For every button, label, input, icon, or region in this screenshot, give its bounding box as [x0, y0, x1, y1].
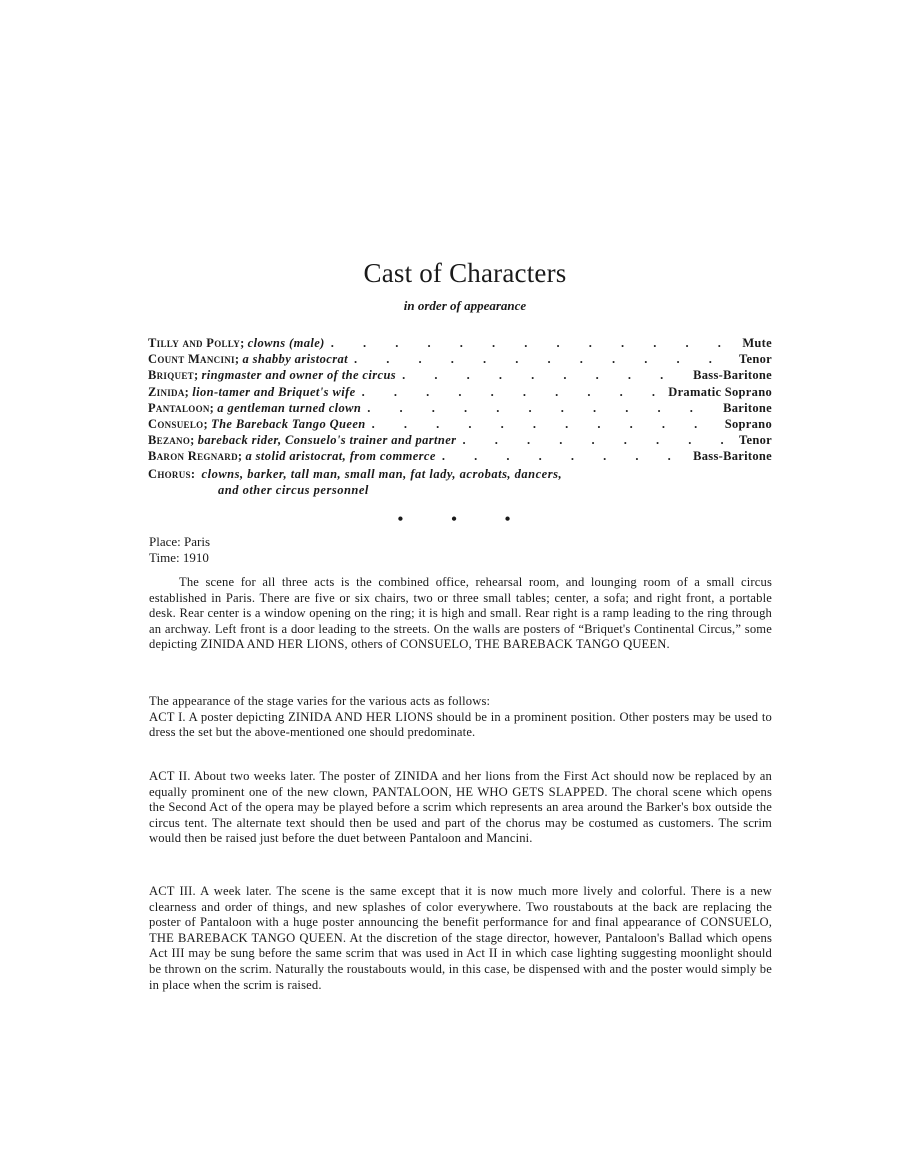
cast-row-briquet	[148, 368, 772, 384]
page-title: Cast of Characters	[363, 258, 567, 288]
place-line: Place: Paris	[149, 534, 211, 549]
cast-row-regnard	[148, 449, 772, 465]
dot-leader	[361, 401, 719, 416]
character-name: Pantaloon;	[148, 400, 215, 415]
voice-type: Dramatic Soprano	[668, 384, 772, 399]
character-name: Bezano;	[148, 433, 195, 448]
character-name: Baron Regnard;	[148, 449, 243, 464]
varies-paragraph: The appearance of the stage varies for the various acts as follows:	[149, 694, 491, 708]
time-line: Time: 1910	[149, 549, 209, 565]
voice-type: Baritone	[723, 400, 772, 415]
character-description: a shabby aristocrat	[242, 352, 348, 367]
character-description: bareback rider, Consuelo's trainer and partner	[197, 433, 457, 448]
character-name: Chorus:	[148, 466, 196, 481]
cast-row-chorus	[148, 466, 772, 499]
character-description: clowns (male)	[247, 336, 325, 350]
dot-leader	[456, 433, 735, 448]
scene-description	[149, 575, 772, 653]
cast-row-mancini	[148, 352, 772, 368]
dot-leader	[436, 449, 689, 464]
character-description: The Bareback Tango Queen	[211, 416, 366, 431]
character-description: lion-tamer and Briquet's wife	[192, 384, 356, 399]
character-description: a gentleman turned clown	[217, 400, 362, 415]
cast-list	[148, 336, 772, 498]
character-name: Zinida;	[148, 384, 190, 399]
act-three-section	[149, 884, 772, 993]
cast-row-zinida	[148, 385, 772, 401]
character-name: Count Mancini;	[148, 352, 240, 367]
character-name: Consuelo;	[148, 416, 208, 431]
character-name: Tilly and Polly;	[148, 336, 245, 350]
character-description: ringmaster and owner of the circus	[201, 368, 397, 383]
character-description-continued: and other circus personnel	[218, 482, 369, 497]
voice-type: Soprano	[724, 416, 772, 431]
page-subtitle: in order of appearance	[403, 298, 527, 313]
act-one-paragraph: ACT I. A poster depicting ZINIDA AND HER LIONS should be in a prominent position. Other posters may be used to dress the set but the above-mentioned one should predominate.	[149, 709, 772, 740]
dot-leader	[396, 368, 689, 383]
voice-type: Bass-Baritone	[693, 449, 772, 464]
dot-leader	[356, 385, 665, 400]
character-description: clowns, barker, tall man, small man, fat lady, acrobats, dancers,	[201, 466, 563, 481]
act-one-section	[149, 694, 772, 741]
voice-type: Tenor	[739, 352, 772, 367]
section-separator: • • •	[397, 511, 533, 528]
voice-type: Bass-Baritone	[693, 368, 772, 383]
cast-row-pantaloon	[148, 401, 772, 417]
act-three-paragraph: ACT III. A week later. The scene is the same except that it is now much more lively and colorful. There is a new clearness and order of things, and new splashes of color everywhere. Two roustabouts at the back are replacing the poster of Pantaloon with a huge poster announcing the benefit performance for and final appearance of CONSUELO, THE BAREBACK TANGO QUEEN. At the discretion of the stage director, however, Pantaloon's Ballad which opens Act III may be sung before the same scrim that was used in Act II in which case lighting suggesting moonlight should be thrown on the scrim. Naturally the roustabouts would, in this case, be dispensed with and the poster would simply be in place when the scrim is raised.	[149, 884, 772, 992]
scene-paragraph: The scene for all three acts is the combined office, rehearsal room, and lounging room of a small circus established in Paris. There are five or six chairs, two or three small tables; center, a sofa; and right front, a portable desk. Rear center is a window opening on the ring; it is high and small. Rear right is a ramp leading to the ring through an archway. Left front is a door leading to the streets. On the walls are posters of “Briquet's Continental Circus,” some depicting ZINIDA AND HER LIONS, others of CONSUELO, THE BAREBACK TANGO QUEEN.	[149, 575, 772, 652]
act-two-paragraph: ACT II. About two weeks later. The poster of ZINIDA and her lions from the First Act should now be replaced by an equally prominent one of the new clown, PANTALOON, HE WHO GETS SLAPPED. The choral scene which opens the Second Act of the opera may be played before a scrim which represents an area around the Barker's box outside the circus tent. The alternate text should then be used and part of the chorus may be costumed as customers. The scrim would then be raised just before the duet between Pantaloon and Mancini.	[149, 769, 772, 846]
cast-row-bezano	[148, 433, 772, 449]
character-description: a stolid aristocrat, from commerce	[245, 449, 436, 464]
cast-row-tilly-polly	[148, 336, 772, 352]
voice-type: Tenor	[739, 433, 772, 448]
dot-leader	[366, 417, 721, 432]
setting-info	[149, 534, 210, 565]
voice-type: Mute	[742, 336, 772, 350]
dot-leader	[325, 336, 739, 351]
cast-row-consuelo	[148, 417, 772, 433]
character-name: Briquet;	[148, 368, 199, 383]
dot-leader	[348, 352, 735, 367]
act-two-section	[149, 769, 772, 847]
